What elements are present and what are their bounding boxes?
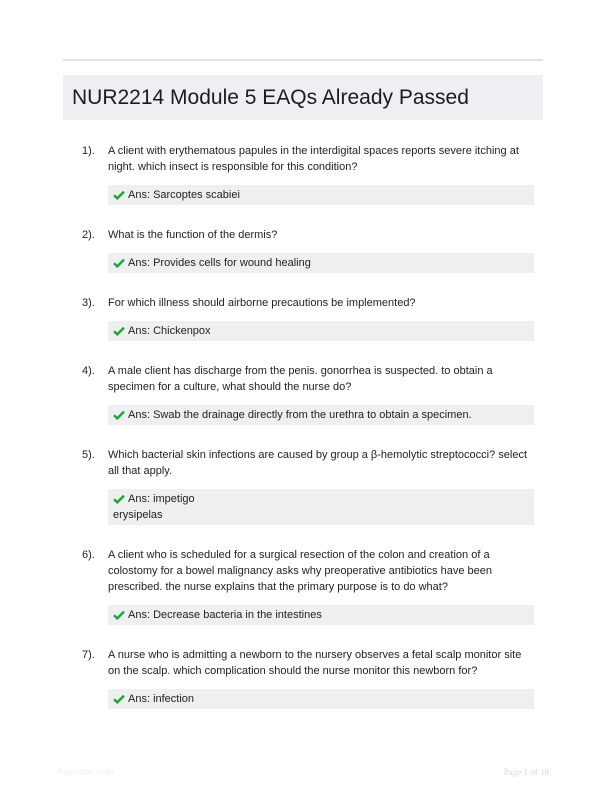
question-number: 6). <box>82 549 95 561</box>
footer-watermark: Paperblic.com <box>57 767 115 777</box>
question-item <box>63 647 543 709</box>
question-number: 4). <box>82 365 95 377</box>
answer-text: Ans: infection <box>128 693 195 705</box>
title-bar <box>63 75 543 120</box>
answer-text: Ans: Chickenpox <box>128 325 211 337</box>
question-number: 7). <box>82 649 95 661</box>
question-item <box>63 363 543 425</box>
question-text: A client with erythematous papules in the interdigital spaces reports severe itching at night. which insect is responsible for this condition? <box>108 145 519 173</box>
question-item <box>63 295 543 341</box>
answer-box <box>108 689 534 709</box>
answer-text: Ans: impetigo <box>128 493 195 505</box>
question-number: 1). <box>82 145 95 157</box>
answer-text: Ans: Decrease bacteria in the intestines <box>128 609 322 621</box>
answer-box <box>108 605 534 625</box>
question-list <box>63 143 543 731</box>
question-text: Which bacterial skin infections are caused by group a β-hemolytic streptococci? select all that apply. <box>108 449 528 477</box>
question-number: 5). <box>82 449 95 461</box>
check-icon <box>113 494 125 504</box>
question-number: 2). <box>82 229 95 241</box>
answer-box <box>108 185 534 205</box>
question-item <box>63 447 543 525</box>
check-icon <box>113 258 125 268</box>
answer-text-extra: erysipelas <box>113 509 163 521</box>
question-text: A male client has discharge from the penis. gonorrhea is suspected. to obtain a specimen for a culture, what should the nurse do? <box>108 365 493 393</box>
check-icon <box>113 610 125 620</box>
check-icon <box>113 326 125 336</box>
question-text: What is the function of the dermis? <box>108 229 278 241</box>
page-number: Page 1 of 18 <box>503 767 549 777</box>
question-text: A nurse who is admitting a newborn to the nursery observes a fetal scalp monitor site on the scalp. which complication should the nurse monitor this newborn for? <box>108 649 522 677</box>
answer-box <box>108 405 534 425</box>
answer-text: Ans: Swab the drainage directly from the urethra to obtain a specimen. <box>128 409 472 421</box>
page-title: NUR2214 Module 5 EAQs Already Passed <box>72 86 469 109</box>
answer-box <box>108 321 534 341</box>
question-number: 3). <box>82 297 95 309</box>
question-text: For which illness should airborne precautions be implemented? <box>108 297 416 309</box>
question-item <box>63 547 543 625</box>
check-icon <box>113 190 125 200</box>
answer-text: Ans: Sarcoptes scabiei <box>128 189 240 201</box>
top-divider <box>63 59 543 61</box>
answer-box <box>108 253 534 273</box>
answer-text: Ans: Provides cells for wound healing <box>128 257 311 269</box>
question-item <box>63 227 543 273</box>
question-text: A client who is scheduled for a surgical resection of the colon and creation of a colostomy for a bowel malignancy asks why preoperative antibiotics have been prescribed. the nurse explains that the primary purpose is to do what? <box>108 549 492 593</box>
check-icon <box>113 694 125 704</box>
answer-box <box>108 489 534 525</box>
question-item <box>63 143 543 205</box>
check-icon <box>113 410 125 420</box>
